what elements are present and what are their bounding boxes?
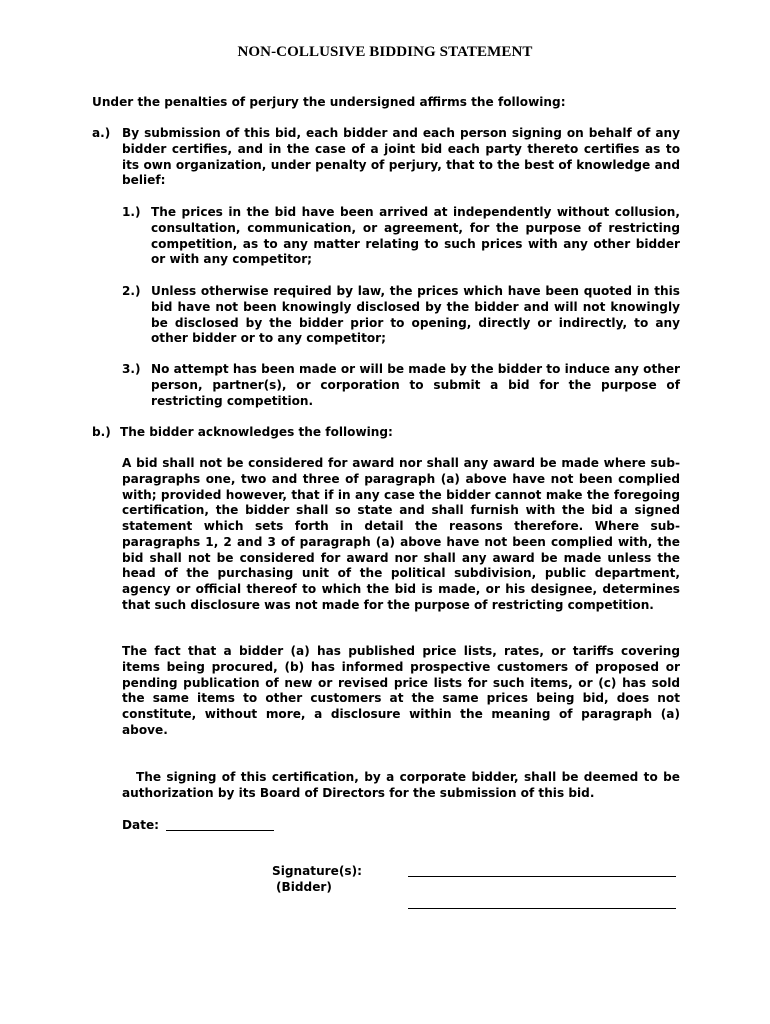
intro-text: Under the penalties of perjury the undersigned affirms the following: (92, 95, 566, 109)
signature-label: Signature(s): (272, 864, 362, 878)
section-a-marker: a.) (92, 126, 111, 140)
paragraph-b2: The fact that a bidder (a) has published price lists, rates, or tariffs covering items being procured, (b) has informed prospective customers of proposed or pending publication of new or revised price lists for such items, or (c) has sold the same items to other customers at the same prices being bid, does not constitute, without more, a disclosure within the meaning of paragraph (a) above. (122, 644, 680, 737)
bidder-label: (Bidder) (276, 880, 332, 894)
signing-paragraph: The signing of this certification, by a corporate bidder, shall be deemed to be authorization by its Board of Directors for the submission of this bid. (122, 770, 680, 800)
item-3-text: No attempt has been made or will be made by the bidder to induce any other person, partner(s), or corporation to submit a bid for the purpose of restricting competition. (151, 362, 680, 408)
section-a-text: By submission of this bid, each bidder and each person signing on behalf of any bidder certifies, and in the case of a joint bid each party thereto certifies as to its own organization, under penalty of perjury, that to the best of knowledge and belief: (122, 126, 680, 188)
date-line[interactable] (166, 830, 274, 831)
item-1-text: The prices in the bid have been arrived at independently without collusion, consultation, communication, or agreement, for the purpose of restricting competition, as to any matter relating to such prices with any other bidder or with any competitor; (151, 205, 680, 267)
item-2-text: Unless otherwise required by law, the prices which have been quoted in this bid have not been knowingly disclosed by the bidder and will not knowingly be disclosed by the bidder prior to opening, directly or indirectly, to any other bidder or to any competitor; (151, 284, 680, 346)
item-2-marker: 2.) (122, 284, 141, 298)
signature-line-1[interactable] (408, 876, 676, 877)
section-b-marker: b.) (92, 425, 111, 439)
document-title: NON-COLLUSIVE BIDDING STATEMENT (237, 44, 533, 60)
date-label: Date: (122, 818, 160, 832)
paragraph-b1: A bid shall not be considered for award nor shall any award be made where sub-paragraphs one, two and three of paragraph (a) above have not been complied with; provided however, that if in any case the bidder cannot make the foregoing certification, the bidder shall so state and shall furnish with the bid a signed statement which sets forth in detail the reasons therefore. Where sub-paragraphs 1, 2 and 3 of paragraph (a) above have not been complied with, the bid shall not be considered for award nor shall any award be made unless the head of the purchasing unit of the political subdivision, public department, agency or official thereof to which the bid is made, or his designee, determines that such disclosure was not made for the purpose of restricting competition. (122, 456, 680, 612)
section-b-text: The bidder acknowledges the following: (120, 425, 393, 439)
item-3-marker: 3.) (122, 362, 141, 376)
signature-line-2[interactable] (408, 908, 676, 909)
item-1-marker: 1.) (122, 205, 141, 219)
